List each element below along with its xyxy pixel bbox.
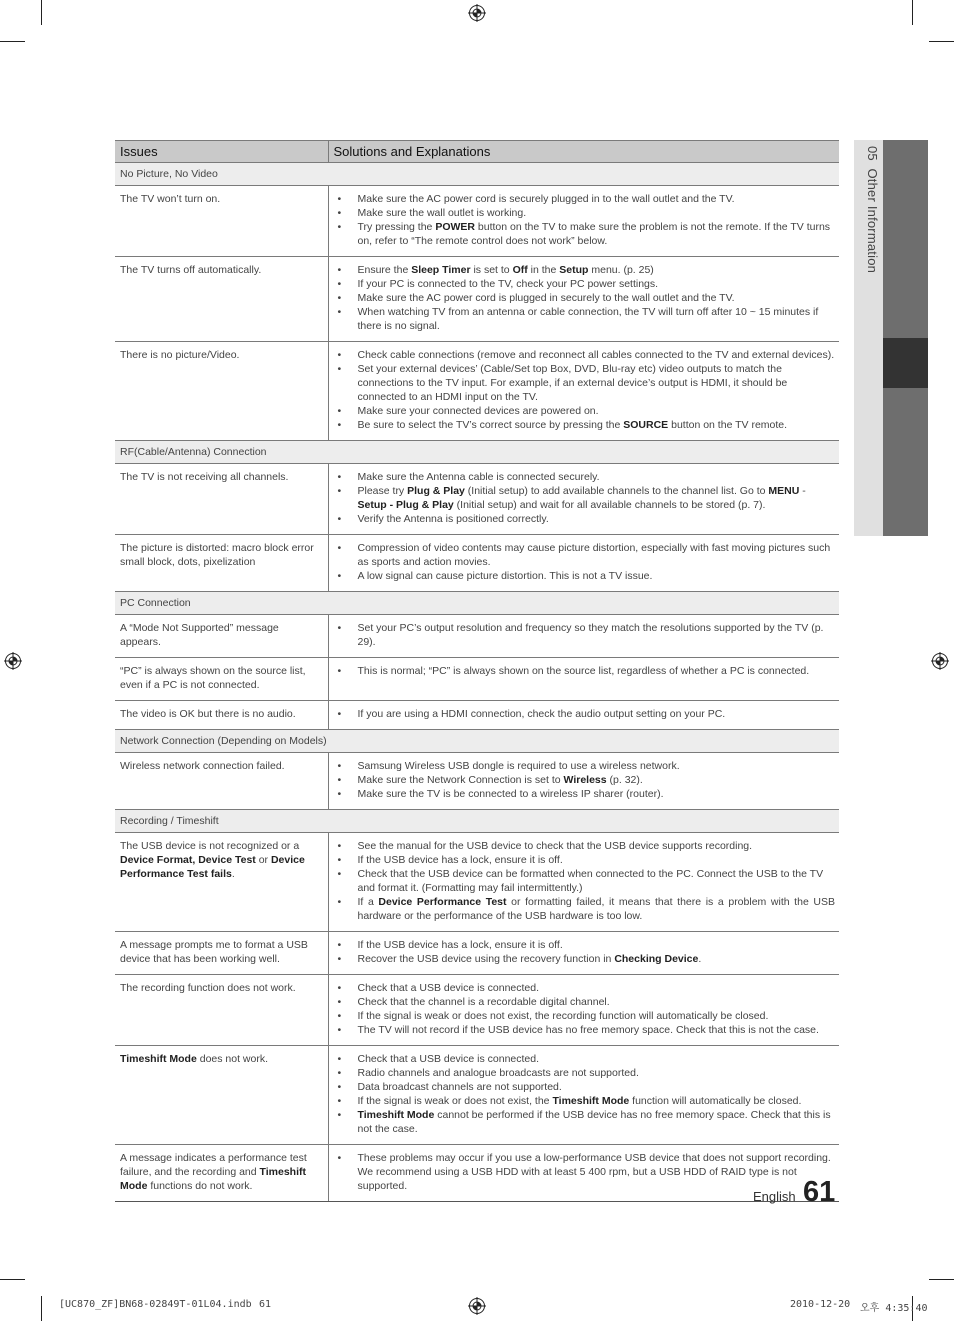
solution-text: If the USB device has a lock, ensure it is off. [357, 939, 563, 951]
solution-text: Make sure the Network Connection is set to [357, 774, 564, 786]
solution-text-bold: Off [512, 264, 528, 276]
solution-text-bold: Timeshift Mode [357, 1109, 435, 1121]
table-header-row [115, 141, 839, 163]
issue-text: functions do not work. [147, 1180, 253, 1192]
issue-cell [115, 615, 328, 658]
issue-text: The TV turns off automatically. [120, 264, 262, 276]
solution-text: Please try [357, 485, 408, 497]
solution-item [338, 291, 836, 305]
solution-text: Compression of video contents may cause picture distortion, especially with fast moving pictures such as sports and action movies. [357, 542, 831, 568]
solution-item [338, 1009, 836, 1023]
solution-text: Check that the channel is a recordable digital channel. [357, 996, 610, 1008]
solution-text-bold: Checking Device [614, 953, 699, 965]
solution-item [338, 348, 836, 362]
issue-text: A “Mode Not Supported” message appears. [120, 622, 279, 648]
solutions-column-header: Solutions and Explanations [328, 141, 839, 163]
solution-text: The TV will not record if the USB device has no free memory space. Check that this is not the case. [357, 1024, 819, 1036]
table-row [115, 701, 839, 730]
solution-text: Make sure the Antenna cable is connected securely. [357, 471, 600, 483]
solution-text-bold: MENU [768, 485, 800, 497]
crop-mark [0, 1279, 25, 1280]
solution-text: Check that the USB device can be formatted when connected to the PC. Connect the USB to the TV and format it. (Formatting may fail intermittently.) [357, 868, 824, 894]
table-row [115, 658, 839, 701]
issue-text: The TV won’t turn on. [120, 193, 221, 205]
solution-list [338, 263, 836, 333]
section-title: Recording / Timeshift [115, 810, 839, 833]
solution-item [338, 839, 836, 853]
solution-list [338, 621, 836, 649]
section-title: PC Connection [115, 592, 839, 615]
section-row [115, 810, 839, 833]
solution-text: Samsung Wireless USB dongle is required to use a wireless network. [357, 760, 680, 772]
table-body [115, 163, 839, 1202]
solution-cell [328, 464, 839, 535]
table-row [115, 186, 839, 257]
table-row [115, 342, 839, 441]
solution-text-bold: Device Performance Test [378, 896, 507, 908]
registration-mark-icon [468, 4, 486, 22]
issue-cell [115, 833, 328, 932]
solution-list [338, 759, 836, 801]
solution-item [338, 664, 836, 678]
table-row [115, 1046, 839, 1145]
solution-item [338, 470, 836, 484]
solution-item [338, 787, 836, 801]
crop-mark [929, 41, 954, 42]
solution-text: Check that a USB device is connected. [357, 982, 540, 994]
solution-text: Make sure the wall outlet is working. [357, 207, 527, 219]
issue-text-bold: Device Format, Device Test [120, 854, 256, 866]
registration-mark-icon [931, 652, 949, 670]
solution-text: Make sure your connected devices are powered on. [357, 405, 599, 417]
solution-cell [328, 753, 839, 810]
table-row [115, 535, 839, 592]
solution-text: These problems may occur if you use a low-performance USB device that does not support recording. We recommend using a USB HDD with at least 5 400 rpm, but a USB HDD of RAID type is not supported. [357, 1152, 831, 1192]
print-file-name: [UC870_ZF]BN68-02849T-01L04.indb [59, 1299, 252, 1310]
solution-item [338, 952, 836, 966]
solution-text-bold: Wireless [563, 774, 607, 786]
solution-text-bold: Setup [559, 264, 589, 276]
section-title: RF(Cable/Antenna) Connection [115, 441, 839, 464]
registration-mark-icon [468, 1297, 486, 1315]
solution-list [338, 707, 836, 721]
solution-list [338, 541, 836, 583]
print-page-number: 61 [259, 1299, 272, 1310]
solution-list [338, 938, 836, 966]
issue-text: The picture is distorted: macro block error small block, dots, pixelization [120, 542, 314, 568]
print-time: 오후 4:35:40 [860, 1303, 928, 1314]
issue-cell [115, 464, 328, 535]
solution-text: Check that a USB device is connected. [357, 1053, 540, 1065]
solution-text: - [799, 485, 806, 497]
crop-mark [41, 0, 42, 25]
solution-text: . [698, 953, 702, 965]
solution-text: or formatting failed, it means that there is a problem with the USB hardware or the performance of the USB hardware is too low. [357, 896, 835, 922]
solution-item [338, 895, 836, 923]
issue-cell [115, 658, 328, 701]
table-row [115, 932, 839, 975]
solution-text-bold: SOURCE [623, 419, 669, 431]
solution-text: in the [527, 264, 560, 276]
solution-text: cannot be performed if the USB device has no free memory space. Check that this is not the case. [357, 1109, 831, 1135]
issues-column-header: Issues [115, 141, 328, 163]
solution-text-bold: Timeshift Mode [552, 1095, 630, 1107]
section-row [115, 441, 839, 464]
solution-text-bold: Sleep Timer [411, 264, 471, 276]
issue-text: There is no picture/Video. [120, 349, 240, 361]
table-row [115, 753, 839, 810]
solution-item [338, 1094, 836, 1108]
issue-text: does not work. [196, 1053, 269, 1065]
solution-item [338, 867, 836, 895]
issue-cell [115, 186, 328, 257]
table-row [115, 257, 839, 342]
solution-item [338, 981, 836, 995]
solution-cell [328, 186, 839, 257]
issue-cell [115, 257, 328, 342]
crop-mark [0, 41, 25, 42]
solution-text: Make sure the AC power cord is securely plugged in to the wall outlet and the TV. [357, 193, 735, 205]
crop-mark [912, 0, 913, 25]
issue-cell [115, 932, 328, 975]
solution-item [338, 484, 836, 512]
solution-text: button on the TV to make sure the problem is not the remote. If the TV turns on, refer to “The remote control does not work” below. [357, 221, 831, 247]
footer-language: English [753, 1189, 796, 1204]
solution-item [338, 1066, 836, 1080]
solution-text: function will automatically be closed. [629, 1095, 802, 1107]
solution-text: Try pressing the [357, 221, 436, 233]
solution-text: When watching TV from an antenna or cable connection, the TV will turn off after 10 ~ 15 minutes if there is no signal. [357, 306, 819, 332]
issue-cell [115, 701, 328, 730]
solution-text: This is normal; “PC” is always shown on the source list, regardless of whether a PC is connected. [357, 665, 810, 677]
chapter-tab-marker [883, 338, 928, 388]
solution-item [338, 1151, 836, 1193]
solution-cell [328, 535, 839, 592]
section-title: No Picture, No Video [115, 163, 839, 186]
solution-item [338, 569, 836, 583]
solution-list [338, 839, 836, 923]
solution-item [338, 277, 836, 291]
solution-text: If your PC is connected to the TV, check your PC power settings. [357, 278, 659, 290]
solution-item [338, 938, 836, 952]
crop-mark [41, 1296, 42, 1321]
solution-item [338, 206, 836, 220]
issue-cell [115, 753, 328, 810]
solution-text-bold: Setup - Plug & Play [357, 499, 454, 511]
solution-text: Set your PC’s output resolution and frequency so they match the resolutions supported by the TV (p. 29). [357, 622, 824, 648]
solution-text: Recover the USB device using the recovery function in [357, 953, 615, 965]
solution-text: Set your external devices’ (Cable/Set top Box, DVD, Blu-ray etc) video outputs to match the connections to the TV input. For example, if an external device’s output is HDMI, it should be connected to an HDMI input on the TV. [357, 363, 788, 403]
solution-text: Verify the Antenna is positioned correctly. [357, 513, 549, 525]
solution-item [338, 192, 836, 206]
solution-text: (Initial setup) and wait for all available channels to be stored (p. 7). [453, 499, 766, 511]
solution-text: If you are using a HDMI connection, check the audio output setting on your PC. [357, 708, 726, 720]
solution-list [338, 1052, 836, 1136]
issue-text: The TV is not receiving all channels. [120, 471, 289, 483]
solution-item [338, 621, 836, 649]
solution-text: If a [357, 896, 379, 908]
solution-text: See the manual for the USB device to check that the USB device supports recording. [357, 840, 753, 852]
solution-text: menu. (p. 25) [588, 264, 654, 276]
section-row [115, 730, 839, 753]
issue-text: The video is OK but there is no audio. [120, 708, 296, 720]
issue-cell [115, 975, 328, 1046]
solution-item [338, 404, 836, 418]
solution-cell [328, 975, 839, 1046]
solution-text: Be sure to select the TV’s correct source by pressing the [357, 419, 624, 431]
solution-text: If the signal is weak or does not exist, the [357, 1095, 553, 1107]
solution-list [338, 1151, 836, 1193]
solution-cell [328, 342, 839, 441]
print-date: 2010-12-20 [790, 1299, 851, 1310]
solution-text: (p. 32). [606, 774, 643, 786]
solution-text: A low signal can cause picture distortion. This is not a TV issue. [357, 570, 653, 582]
table-row [115, 833, 839, 932]
chapter-side-tab [854, 140, 928, 536]
solution-text: button on the TV remote. [668, 419, 788, 431]
solution-text: (Initial setup) to add available channels to the channel list. Go to [464, 485, 769, 497]
solution-cell [328, 932, 839, 975]
solution-item [338, 362, 836, 404]
issue-text: The USB device is not recognized or a [120, 840, 300, 852]
issue-text: . [231, 868, 235, 880]
solution-list [338, 348, 836, 432]
solution-item [338, 541, 836, 569]
solution-text: Radio channels and analogue broadcasts are not supported. [357, 1067, 639, 1079]
solution-text: If the USB device has a lock, ensure it is off. [357, 854, 563, 866]
solution-item [338, 263, 836, 277]
chapter-label [860, 146, 880, 273]
solution-item [338, 1108, 836, 1136]
solution-item [338, 1052, 836, 1066]
issue-text: “PC” is always shown on the source list, even if a PC is not connected. [120, 665, 306, 691]
table-row [115, 464, 839, 535]
section-title: Network Connection (Depending on Models) [115, 730, 839, 753]
solution-cell [328, 701, 839, 730]
solution-item [338, 305, 836, 333]
issue-text: Wireless network connection failed. [120, 760, 285, 772]
solution-cell [328, 833, 839, 932]
solution-item [338, 773, 836, 787]
solution-list [338, 664, 836, 678]
solution-text: Data broadcast channels are not supported. [357, 1081, 562, 1093]
solution-cell [328, 615, 839, 658]
solution-item [338, 1080, 836, 1094]
solution-text: Ensure the [357, 264, 412, 276]
solution-cell [328, 257, 839, 342]
page-number: 61 [803, 1176, 836, 1208]
solution-cell [328, 658, 839, 701]
table-row [115, 615, 839, 658]
issue-cell [115, 535, 328, 592]
solution-list [338, 192, 836, 248]
registration-mark-icon [4, 652, 22, 670]
issue-text: A message indicates a performance test failure, and the recording and [120, 1152, 307, 1178]
solution-list [338, 470, 836, 526]
issue-cell [115, 1145, 328, 1202]
issue-text-bold: Timeshift Mode [120, 1166, 306, 1192]
table-row [115, 975, 839, 1046]
section-row [115, 163, 839, 186]
solution-text: Make sure the AC power cord is plugged in securely to the wall outlet and the TV. [357, 292, 735, 304]
solution-item [338, 707, 836, 721]
solution-cell [328, 1046, 839, 1145]
solution-item [338, 995, 836, 1009]
table-row [115, 1145, 839, 1202]
issue-text: The recording function does not work. [120, 982, 296, 994]
issue-text: A message prompts me to format a USB device that has been working well. [120, 939, 308, 965]
section-row [115, 592, 839, 615]
solution-item [338, 418, 836, 432]
chapter-title: Other Information [865, 168, 880, 274]
issue-text: or [255, 854, 271, 866]
issue-text-bold: Timeshift Mode [120, 1053, 197, 1065]
solution-item [338, 220, 836, 248]
solution-item [338, 759, 836, 773]
solution-text: Check cable connections (remove and reconnect all cables connected to the TV and external devices). [357, 349, 835, 361]
solution-text-bold: Plug & Play [407, 485, 465, 497]
issue-cell [115, 342, 328, 441]
solution-item [338, 853, 836, 867]
solution-text-bold: POWER [435, 221, 475, 233]
troubleshooting-table [115, 140, 839, 1202]
issue-cell [115, 1046, 328, 1145]
solution-item [338, 512, 836, 526]
crop-mark [929, 1279, 954, 1280]
solution-text: If the signal is weak or does not exist, the recording function will automatically be closed. [357, 1010, 769, 1022]
solution-item [338, 1023, 836, 1037]
solution-list [338, 981, 836, 1037]
solution-text: is set to [470, 264, 513, 276]
solution-text: Make sure the TV is be connected to a wireless IP sharer (router). [357, 788, 664, 800]
chapter-number: 05 [865, 146, 880, 161]
issue-text-bold: Device Performance Test fails [120, 854, 305, 880]
